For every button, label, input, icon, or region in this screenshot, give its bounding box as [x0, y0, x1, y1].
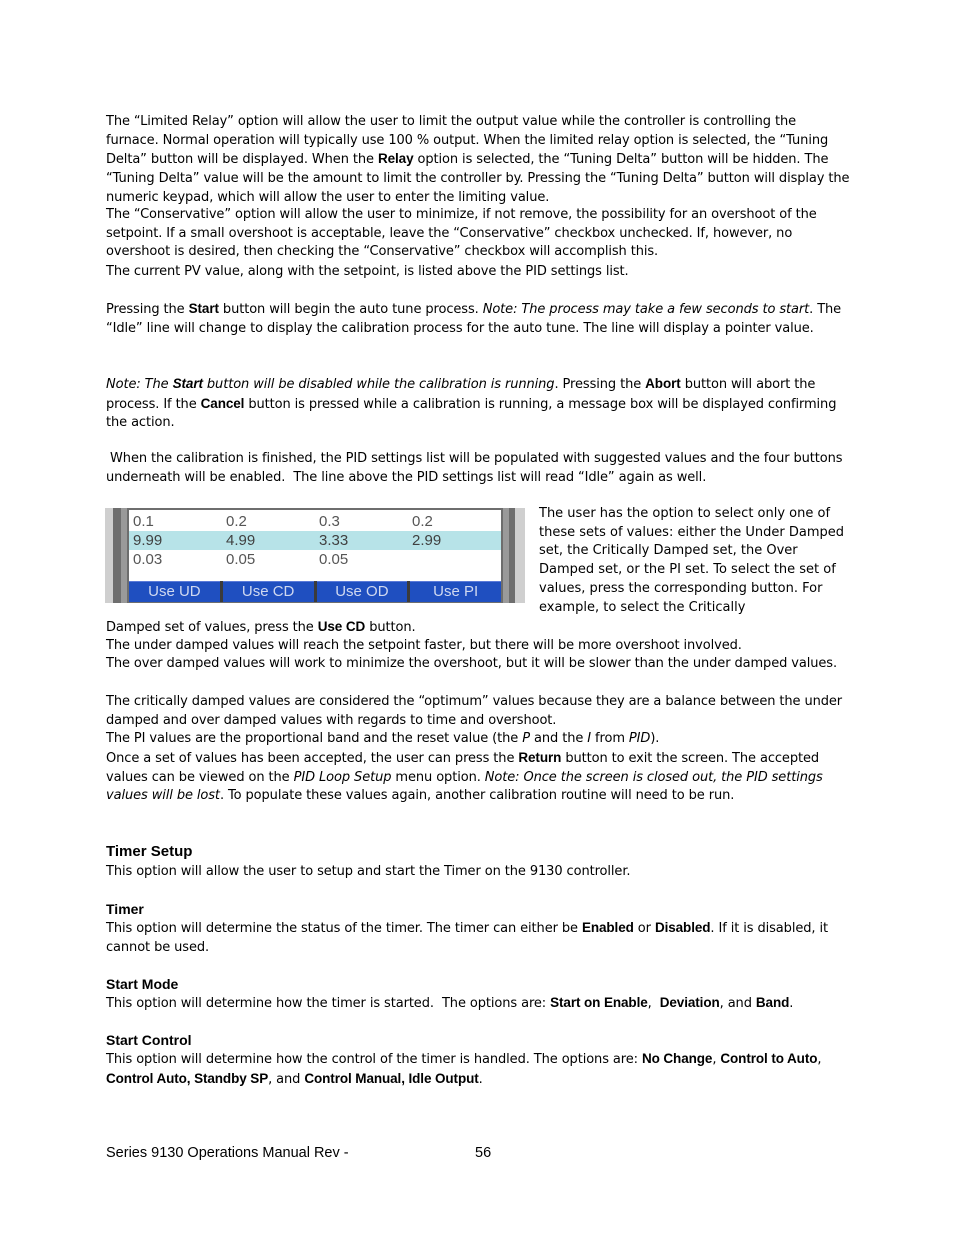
disabled-term: Disabled — [654, 920, 711, 935]
footer-title: Series 9130 Operations Manual Rev - — [106, 1145, 349, 1161]
note: button will be disabled while the calibration is running — [202, 377, 555, 392]
start-term: Start — [188, 301, 219, 316]
text: or — [633, 921, 655, 936]
cell: 9.99 — [129, 531, 222, 550]
text: ). — [650, 731, 660, 746]
text: , — [817, 1052, 822, 1067]
cell: 0.2 — [412, 513, 433, 530]
selection-paragraph: The user has the option to select only one of these sets of values: either the Under Damped set, the Critically Damped set, the Over Damped set, or the PI set. To select the set of values, press the corresponding button. For example, to select the Critically — [539, 506, 844, 615]
text: menu option. — [391, 769, 485, 785]
abort-paragraph — [106, 375, 850, 433]
text: button. — [365, 620, 416, 635]
start-control-heading: Start Control — [106, 1032, 192, 1048]
note: Note: The process may take a few seconds to start — [482, 302, 810, 317]
option-term: Control to Auto — [720, 1051, 818, 1066]
pid-button-row — [129, 581, 501, 602]
timer-heading: Timer — [106, 901, 144, 917]
left-frame — [105, 508, 113, 603]
critically-damped-paragraph: The critically damped values are considered the “optimum” values because they are a balance between the under damped and over damped values with regards to time and overshoot. — [106, 694, 843, 728]
text: , — [712, 1052, 721, 1067]
text: This option will determine the status of the timer. The timer can either be — [106, 921, 582, 936]
text: Pressing the — [106, 302, 189, 317]
relay-term: Relay — [377, 151, 414, 167]
use-cd-term: Use CD — [317, 619, 366, 634]
cancel-term: Cancel — [200, 395, 245, 411]
text: . — [478, 1071, 483, 1087]
use-ud-button[interactable]: Use UD — [129, 581, 220, 602]
note: Note: Once the screen is closed out, the PID settings values will be lost — [106, 769, 823, 804]
text: . To populate these values again, another calibration routine will need to be run. — [219, 788, 735, 804]
start-paragraph — [106, 300, 850, 338]
timer-setup-text: This option will allow the user to setup and start the Timer on the 9130 controller. — [106, 864, 631, 879]
return-term: Return — [518, 750, 562, 765]
pid-term: PID — [628, 731, 651, 746]
start-term: Start — [172, 376, 203, 391]
text: . If it is disabled, it cannot be used. — [106, 921, 828, 955]
text: . — [789, 996, 794, 1011]
over-damped-paragraph: The over damped values will work to minimize the overshoot, but it will be slower than the under damped values. — [106, 656, 837, 671]
cell: 0.05 — [319, 551, 349, 568]
return-paragraph — [106, 749, 850, 806]
p-term: P — [522, 731, 530, 746]
right-frame — [503, 508, 509, 603]
cell: 4.99 — [222, 531, 315, 550]
right-frame — [515, 508, 525, 603]
option-term: Control Manual, Idle Output — [304, 1070, 479, 1086]
pv-paragraph: The current PV value, along with the setpoint, is listed above the PID settings list. — [106, 264, 629, 279]
cell: 2.99 — [408, 531, 501, 550]
text: . The “Idle” line will change to display the calibration process for the auto tune. The line will display a pointer value. — [106, 302, 842, 336]
abort-term: Abort — [645, 376, 681, 391]
option-term: Deviation — [659, 995, 720, 1010]
text: button will begin the auto tune process. — [218, 302, 483, 317]
text: Once a set of values has been accepted, the user can press the — [106, 751, 519, 766]
text: button to exit the screen. The accepted values can be viewed on the — [106, 751, 820, 785]
text: , — [647, 996, 660, 1011]
menu-term: PID Loop Setup — [293, 769, 392, 785]
start-control-text — [106, 1050, 850, 1089]
use-cd-paragraph — [106, 618, 850, 638]
text: option is selected, the “Tuning Delta” button will be hidden. The “Tuning Delta” value will be the amount to limit the controller by. Pressing the “Tuning Delta” button will display the numeric keypad, which will allow the user to enter the limiting value. — [106, 152, 850, 205]
option-term: No Change — [641, 1051, 713, 1066]
start-mode-text — [106, 994, 850, 1014]
text: Damped set of values, press the — [106, 620, 318, 635]
table-row-selected[interactable] — [129, 531, 501, 550]
use-od-button[interactable]: Use OD — [317, 581, 408, 602]
cell: 0.3 — [319, 513, 340, 530]
cell: 0.03 — [133, 551, 163, 568]
note: Note: The — [106, 377, 173, 392]
pid-values-table — [129, 512, 501, 569]
table-row[interactable] — [129, 512, 501, 531]
table-row[interactable] — [129, 550, 501, 569]
conservative-paragraph: The “Conservative” option will allow the user to minimize, if not remove, the possibility for an overshoot of the setpoint. If a small overshoot is acceptable, leave the “Conservative” checkbox unchecked. If, however, no overshoot is desired, then checking the “Conservative” checkbox will accomplish this. — [106, 207, 817, 260]
cell: 0.05 — [226, 551, 256, 568]
text: The “Limited Relay” option will allow the user to limit the output value while the controller is controlling the furnace. Normal operation will typically use 100 % output. When the limited relay option is selected, the “Tuning Delta” button will be displayed. When the — [106, 114, 829, 168]
text: This option will determine how the control of the timer is handled. The options are: — [106, 1052, 642, 1067]
cell: 0.1 — [133, 513, 154, 530]
timer-setup-heading: Timer Setup — [106, 843, 193, 860]
limited-relay-paragraph — [106, 113, 850, 208]
cell: 0.2 — [226, 513, 247, 530]
start-mode-heading: Start Mode — [106, 976, 179, 992]
option-term: Control Auto, Standby SP — [106, 1070, 269, 1086]
text: button will abort the process. If the — [106, 377, 816, 412]
text: , and — [268, 1071, 305, 1087]
use-cd-button[interactable]: Use CD — [223, 581, 314, 602]
text: button is pressed while a calibration is running, a message box will be displayed confirming the action. — [106, 396, 837, 431]
text: , and — [719, 996, 756, 1011]
cell — [408, 550, 501, 569]
i-term: I — [587, 731, 591, 746]
pi-paragraph — [106, 730, 850, 749]
text: The PI values are the proportional band and the reset value (the — [106, 731, 523, 746]
page-number: 56 — [475, 1145, 492, 1161]
text: This option will determine how the timer is started. The options are: — [106, 996, 551, 1011]
use-pi-button[interactable]: Use PI — [410, 581, 501, 602]
cell: 3.33 — [315, 531, 408, 550]
enabled-term: Enabled — [581, 920, 634, 935]
option-term: Start on Enable — [550, 995, 648, 1010]
pid-settings-screenshot — [105, 508, 525, 603]
text: from — [591, 731, 629, 746]
text: . Pressing the — [554, 377, 646, 392]
timer-text — [106, 919, 850, 957]
option-term: Band — [755, 995, 790, 1010]
finished-paragraph: When the calibration is finished, the PID settings list will be populated with suggested values and the four buttons underneath will be enabled. The line above the PID settings list will read “Idle” again as well. — [106, 451, 847, 485]
left-frame — [121, 508, 127, 603]
text: and the — [529, 731, 588, 746]
under-damped-paragraph: The under damped values will reach the setpoint faster, but there will be more overshoot involved. — [106, 638, 742, 653]
